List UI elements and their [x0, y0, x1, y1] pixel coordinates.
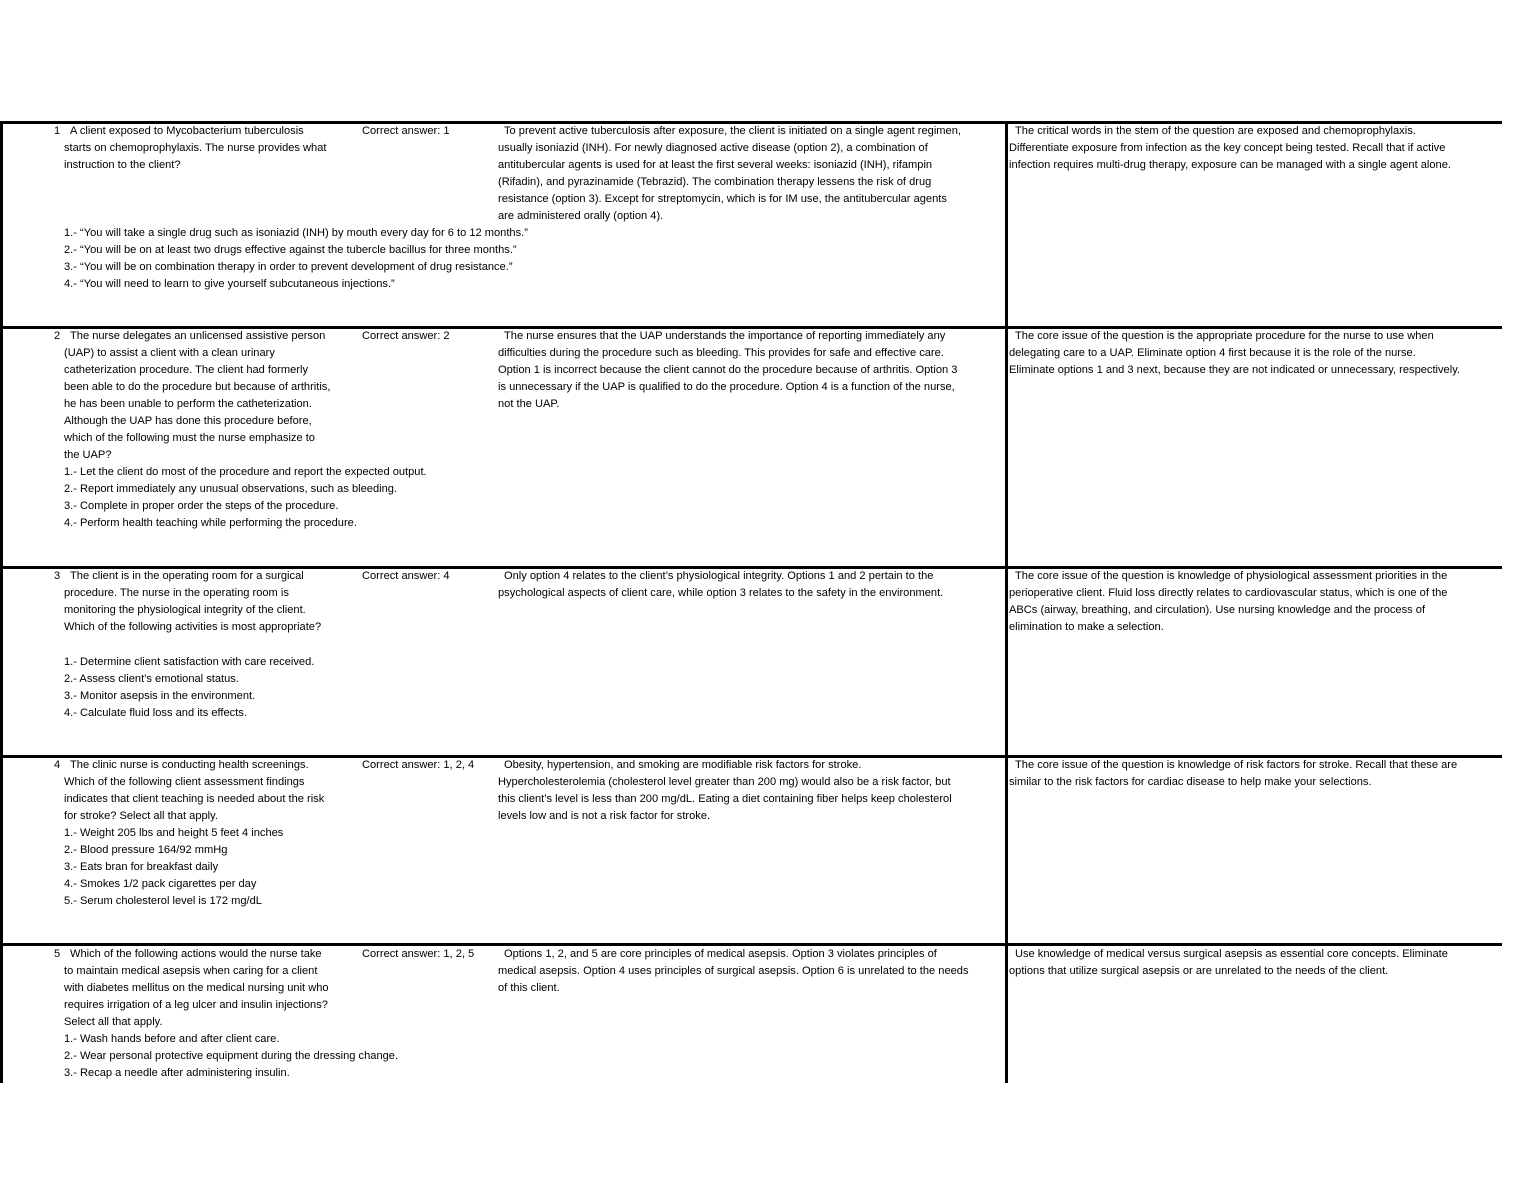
rationale-line: psychological aspects of client care, while option 3 relates to the safety in the environment.	[498, 587, 944, 599]
stem-line: A client exposed to Mycobacterium tuberculosis	[70, 125, 304, 137]
option-item: 2.- Wear personal protective equipment during the dressing change.	[64, 1050, 399, 1062]
stem-line: The client is in the operating room for a surgical	[70, 570, 304, 582]
rationale-line: not the UAP.	[498, 398, 560, 410]
stem-line: procedure. The nurse in the operating room is	[64, 587, 289, 599]
stem-line: to maintain medical asepsis when caring for a client	[64, 965, 318, 977]
option-item: 3.- Complete in proper order the steps of the procedure.	[64, 500, 339, 512]
option-item: 2.- Report immediately any unusual observations, such as bleeding.	[64, 483, 397, 495]
correct-answer: Correct answer: 1, 2, 4	[362, 759, 475, 771]
rationale-line: is unnecessary if the UAP is qualified to do the procedure. Option 4 is a function of the nurse,	[498, 381, 955, 393]
question-stem	[64, 946, 329, 1031]
rationale-line: of this client.	[498, 982, 560, 994]
option-item: 2.- “You will be on at least two drugs effective against the tubercle bacillus for three months.”	[64, 244, 517, 256]
answer-options	[64, 825, 283, 910]
stem-line: Select all that apply.	[64, 1016, 163, 1028]
stem-line: Although the UAP has done this procedure before,	[64, 415, 312, 427]
option-item: 3.- Recap a needle after administering insulin.	[64, 1067, 290, 1079]
option-item: 2.- Blood pressure 164/92 mmHg	[64, 844, 228, 856]
test-strategy	[1009, 123, 1451, 174]
correct-answer: Correct answer: 1, 2, 5	[362, 948, 475, 960]
rationale-line: (Rifadin), and pyrazinamide (Tebrazid). The combination therapy lessens the risk of drug	[498, 176, 932, 188]
rationale	[498, 328, 957, 413]
stem-line: which of the following must the nurse emphasize to	[64, 432, 315, 444]
stem-line: The nurse delegates an unlicensed assistive person	[70, 330, 326, 342]
stem-line: starts on chemoprophylaxis. The nurse provides what	[64, 142, 327, 154]
correct-answer: Correct answer: 1	[362, 125, 450, 137]
test-strategy	[1009, 946, 1448, 980]
strategy-line: The core issue of the question is knowledge of physiological assessment priorities in the	[1015, 570, 1448, 582]
answer-options	[64, 225, 528, 293]
rationale-line: Hypercholesterolemia (cholesterol level greater than 200 mg) would also be a risk factor, but	[498, 776, 951, 788]
correct-answer: Correct answer: 4	[362, 570, 450, 582]
option-item: 4.- Perform health teaching while performing the procedure.	[64, 517, 357, 529]
strategy-line: elimination to make a selection.	[1009, 621, 1164, 633]
rationale	[498, 568, 943, 602]
rationale-line: levels low and is not a risk factor for stroke.	[498, 810, 711, 822]
rationale-line: usually isoniazid (INH). For newly diagnosed active disease (option 2), a combination of	[498, 142, 928, 154]
question-number: 4	[54, 759, 61, 771]
strategy-line: The critical words in the stem of the question are exposed and chemoprophylaxis.	[1015, 125, 1416, 137]
rationale	[498, 757, 952, 825]
strategy-line: The core issue of the question is knowledge of risk factors for stroke. Recall that these are	[1015, 759, 1458, 771]
question-number: 3	[54, 570, 61, 582]
test-strategy	[1009, 328, 1460, 379]
rationale-line: Options 1, 2, and 5 are core principles of medical asepsis. Option 3 violates principles of	[504, 948, 937, 960]
strategy-line: delegating care to a UAP. Eliminate option 4 first because it is the role of the nurse.	[1009, 347, 1416, 359]
rationale-line: are administered orally (option 4).	[498, 210, 664, 222]
rationale-line: Only option 4 relates to the client’s physiological integrity. Options 1 and 2 pertain to the	[504, 570, 934, 582]
stem-line: he has been unable to perform the catheterization.	[64, 398, 312, 410]
test-strategy	[1009, 757, 1457, 791]
stem-line: been able to do the procedure but because of arthritis,	[64, 381, 331, 393]
rationale	[498, 946, 969, 997]
rationale	[498, 123, 961, 225]
question-number: 5	[54, 948, 61, 960]
strategy-line: perioperative client. Fluid loss directly relates to cardiovascular status, which is one of the	[1009, 587, 1448, 599]
strategy-line: options that utilize surgical asepsis or are unrelated to the needs of the client.	[1009, 965, 1389, 977]
answer-options	[64, 464, 427, 532]
option-item: 3.- “You will be on combination therapy in order to prevent development of drug resistance.”	[64, 261, 513, 273]
rationale-line: difficulties during the procedure such as bleeding. This provides for safe and effective care.	[498, 347, 944, 359]
rationale-line: antitubercular agents is used for at least the first several weeks: isoniazid (INH), rifampin	[498, 159, 933, 171]
stem-line: (UAP) to assist a client with a clean urinary	[64, 347, 275, 359]
option-item: 4.- Calculate fluid loss and its effects.	[64, 707, 247, 719]
option-item: 2.- Assess client’s emotional status.	[64, 673, 239, 685]
stem-line: indicates that client teaching is needed about the risk	[64, 793, 325, 805]
strategy-line: Eliminate options 1 and 3 next, because they are not indicated or unnecessary, respectively.	[1009, 364, 1460, 376]
rationale-line: To prevent active tuberculosis after exposure, the client is initiated on a single agent regimen,	[504, 125, 961, 137]
column-divider-strategy	[1005, 121, 1008, 1083]
strategy-line: ABCs (airway, breathing, and circulation). Use nursing knowledge and the process of	[1009, 604, 1426, 616]
stem-line: Which of the following client assessment findings	[64, 776, 305, 788]
stem-line: Which of the following activities is most appropriate?	[64, 621, 322, 633]
strategy-line: Differentiate exposure from infection as the key concept being tested. Recall that if active	[1009, 142, 1446, 154]
stem-line: The clinic nurse is conducting health screenings.	[70, 759, 309, 771]
correct-answer: Correct answer: 2	[362, 330, 450, 342]
stem-line: for stroke? Select all that apply.	[64, 810, 218, 822]
stem-line: the UAP?	[64, 449, 112, 461]
test-strategy	[1009, 568, 1447, 636]
column-divider-left	[0, 121, 3, 1083]
rationale-line: medical asepsis. Option 4 uses principles of surgical asepsis. Option 6 is unrelated to the needs	[498, 965, 969, 977]
option-item: 5.- Serum cholesterol level is 172 mg/dL	[64, 895, 262, 907]
option-item: 3.- Eats bran for breakfast daily	[64, 861, 219, 873]
question-stem	[64, 328, 330, 464]
strategy-line: Use knowledge of medical versus surgical asepsis as essential core concepts. Eliminate	[1015, 948, 1448, 960]
stem-line: catheterization procedure. The client had formerly	[64, 364, 308, 376]
option-item: 1.- “You will take a single drug such as isoniazid (INH) by mouth every day for 6 to 12 months.”	[64, 227, 528, 239]
strategy-line: similar to the risk factors for cardiac disease to help make your selections.	[1009, 776, 1372, 788]
rationale-line: The nurse ensures that the UAP understands the importance of reporting immediately any	[504, 330, 946, 342]
question-stem	[64, 568, 321, 636]
rationale-line: resistance (option 3). Except for streptomycin, which is for IM use, the antitubercular agents	[498, 193, 947, 205]
strategy-line: The core issue of the question is the appropriate procedure for the nurse to use when	[1015, 330, 1434, 342]
stem-line: Which of the following actions would the nurse take	[70, 948, 322, 960]
option-item: 3.- Monitor asepsis in the environment.	[64, 690, 256, 702]
option-item: 4.- Smokes 1/2 pack cigarettes per day	[64, 878, 257, 890]
rationale-line: this client’s level is less than 200 mg/dL. Eating a diet containing fiber helps keep cholesterol	[498, 793, 952, 805]
option-item: 1.- Weight 205 lbs and height 5 feet 4 inches	[64, 827, 284, 839]
stem-line: requires irrigation of a leg ulcer and insulin injections?	[64, 999, 328, 1011]
stem-line: monitoring the physiological integrity of the client.	[64, 604, 306, 616]
rationale-line: Option 1 is incorrect because the client cannot do the procedure because of arthritis. Option 3	[498, 364, 958, 376]
question-number: 2	[54, 330, 61, 342]
stem-line: with diabetes mellitus on the medical nursing unit who	[64, 982, 329, 994]
stem-line: instruction to the client?	[64, 159, 181, 171]
answer-options	[64, 654, 314, 722]
rationale-line: Obesity, hypertension, and smoking are modifiable risk factors for stroke.	[504, 759, 862, 771]
question-stem	[64, 123, 326, 174]
question-number: 1	[54, 125, 61, 137]
option-item: 4.- “You will need to learn to give yourself subcutaneous injections.”	[64, 278, 395, 290]
strategy-line: infection requires multi-drug therapy, exposure can be managed with a single agent alone.	[1009, 159, 1451, 171]
question-stem	[64, 757, 324, 825]
option-item: 1.- Determine client satisfaction with care received.	[64, 656, 315, 668]
answer-options	[64, 1031, 398, 1082]
option-item: 1.- Wash hands before and after client care.	[64, 1033, 280, 1045]
option-item: 1.- Let the client do most of the procedure and report the expected output.	[64, 466, 427, 478]
